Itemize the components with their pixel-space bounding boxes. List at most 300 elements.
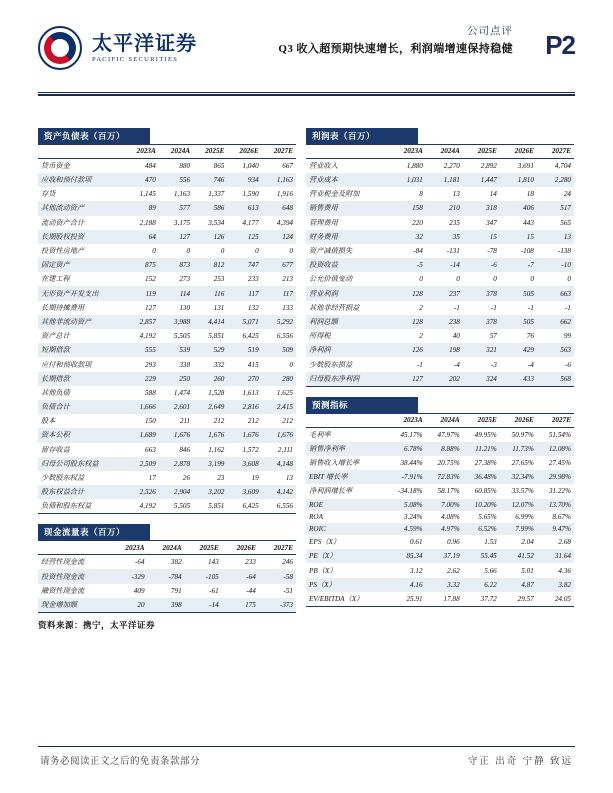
cell-value: 4,192 bbox=[139, 332, 156, 341]
cell-value: 2.62 bbox=[447, 566, 460, 575]
cell-value: 5.66 bbox=[484, 566, 497, 575]
cell-value: 31.22% bbox=[548, 487, 571, 496]
cell-value: 1,666 bbox=[125, 400, 159, 414]
cell-value: 5,292 bbox=[262, 315, 296, 329]
column-header: 2025E bbox=[185, 541, 222, 554]
cell-value: 4,394 bbox=[276, 218, 293, 227]
cell-value: 2,892 bbox=[480, 161, 497, 170]
cell-value: 1,031 bbox=[389, 173, 426, 187]
row-label: 股东权益合计 bbox=[38, 485, 125, 499]
cell-value: 846 bbox=[179, 445, 191, 454]
cell-value: 6,425 bbox=[242, 332, 259, 341]
table-row bbox=[306, 578, 574, 592]
cell-value: 13.70% bbox=[537, 499, 574, 511]
cell-value: 0 bbox=[220, 247, 225, 255]
cell-value: 2,878 bbox=[159, 457, 193, 471]
table-row bbox=[38, 400, 296, 414]
cell-value: 9.47% bbox=[537, 523, 574, 535]
row-label: 营业利润 bbox=[306, 286, 389, 300]
row-label: 营业收入 bbox=[309, 161, 338, 170]
cell-value: 246 bbox=[282, 558, 293, 567]
cell-value: 577 bbox=[159, 201, 193, 215]
cell-value: 406 bbox=[500, 201, 537, 215]
cell-value: -329 bbox=[110, 569, 147, 583]
row-label: 资产总计 bbox=[41, 332, 70, 341]
balance-sheet-table bbox=[38, 145, 296, 514]
table-row bbox=[38, 158, 296, 173]
cell-value: 17 bbox=[148, 474, 156, 482]
cell-value: 2,509 bbox=[125, 457, 159, 471]
cell-value: 1,474 bbox=[173, 388, 191, 397]
cell-value: 23 bbox=[217, 474, 225, 482]
cell-value: 378 bbox=[463, 315, 500, 329]
table-row bbox=[38, 598, 296, 613]
cell-value: 119 bbox=[125, 286, 159, 300]
cell-value: 318 bbox=[463, 201, 500, 215]
cell-value: 484 bbox=[145, 161, 156, 170]
cell-value: 3,609 bbox=[227, 485, 261, 499]
row-label: 货币资金 bbox=[41, 161, 70, 170]
table-row bbox=[38, 555, 296, 570]
cell-value: 1,572 bbox=[242, 445, 259, 454]
cell-value: 29.98% bbox=[537, 470, 574, 484]
table-row bbox=[38, 301, 296, 315]
cell-value: 873 bbox=[159, 258, 193, 272]
row-label: 营业成本 bbox=[306, 173, 389, 187]
pacific-securities-logo-icon bbox=[38, 26, 84, 72]
table-row bbox=[38, 201, 296, 215]
cell-value: 37.19 bbox=[426, 549, 463, 563]
cell-value: 7.00% bbox=[426, 499, 463, 511]
cell-value: 2,415 bbox=[262, 400, 296, 414]
table-row bbox=[306, 201, 574, 215]
cell-value: 4.97% bbox=[426, 523, 463, 535]
cell-value: 3,988 bbox=[159, 315, 193, 329]
row-label: 毛利率 bbox=[309, 430, 331, 439]
cell-value: 235 bbox=[449, 218, 460, 227]
cell-value: 25.91 bbox=[385, 592, 425, 607]
cell-value: 443 bbox=[523, 218, 534, 227]
cell-value: 6.22 bbox=[463, 578, 500, 592]
cell-value: 20.75% bbox=[437, 459, 460, 468]
cell-value: 5.65% bbox=[478, 512, 497, 521]
table-row bbox=[38, 443, 296, 457]
cell-value: 8.88% bbox=[426, 442, 463, 456]
row-label: 财务费用 bbox=[306, 230, 389, 244]
cell-value: 29.57 bbox=[500, 592, 537, 607]
cell-value: 1,163 bbox=[262, 173, 296, 187]
cell-value: 5,505 bbox=[173, 332, 191, 341]
cell-value: -14 bbox=[426, 258, 463, 272]
row-label: 归母公司股东权益 bbox=[38, 457, 125, 471]
row-label: 投资性房地产 bbox=[41, 247, 85, 255]
cell-value: 210 bbox=[426, 201, 463, 215]
cell-value: 1,676 bbox=[227, 428, 261, 442]
row-label: 现金增加额 bbox=[38, 598, 110, 613]
cell-value: 0 bbox=[255, 247, 259, 255]
row-label: PS（X） bbox=[306, 578, 385, 592]
cell-value: -51 bbox=[283, 586, 293, 595]
table-row bbox=[38, 414, 296, 428]
cell-value: 175 bbox=[222, 598, 259, 613]
table-row bbox=[38, 329, 296, 343]
cell-value: 253 bbox=[213, 275, 225, 284]
column-header: 2026E bbox=[222, 541, 259, 554]
row-label: ROIC bbox=[306, 523, 385, 535]
cell-value: 6.52% bbox=[463, 523, 500, 535]
table-row bbox=[306, 173, 574, 187]
cell-value: 556 bbox=[159, 173, 193, 187]
row-label: 投资性现金流 bbox=[38, 569, 110, 583]
forecast-table bbox=[306, 414, 574, 607]
column-header: 2023A bbox=[389, 145, 426, 158]
cell-value: 677 bbox=[262, 258, 296, 272]
column-header: 2023A bbox=[385, 414, 425, 427]
row-label: EPS（X） bbox=[309, 538, 341, 547]
cell-value: 270 bbox=[227, 372, 261, 386]
cell-value: 213 bbox=[282, 275, 293, 284]
table-row bbox=[306, 158, 574, 173]
cell-value: -64 bbox=[134, 558, 145, 567]
cell-value: 505 bbox=[500, 286, 537, 300]
cell-value: 60.85% bbox=[474, 487, 497, 496]
cell-value: 1,916 bbox=[276, 190, 293, 199]
cell-value: 238 bbox=[426, 315, 463, 329]
cell-value: 0 bbox=[530, 275, 534, 284]
cell-value: 99 bbox=[563, 332, 571, 341]
cell-value: 1,676 bbox=[262, 428, 296, 442]
cell-value: -4 bbox=[527, 360, 534, 369]
cell-value: 3,202 bbox=[193, 485, 227, 499]
cell-value: 6.78% bbox=[385, 442, 425, 456]
row-label: 管理费用 bbox=[309, 218, 338, 227]
cell-value: 1,625 bbox=[276, 388, 293, 397]
company-logo bbox=[38, 26, 197, 72]
cell-value: 14 bbox=[489, 190, 497, 199]
cell-value: 746 bbox=[193, 173, 227, 187]
cell-value: 85.34 bbox=[385, 549, 425, 563]
table-row bbox=[38, 187, 296, 201]
cell-value: 24.05 bbox=[537, 592, 574, 607]
cell-value: -6 bbox=[463, 258, 500, 272]
cell-value: 565 bbox=[560, 218, 571, 227]
cell-value: 280 bbox=[262, 372, 296, 386]
cell-value: 133 bbox=[282, 303, 293, 312]
report-title: Q3 收入超预期快速增长，利润端增速保持稳健 bbox=[278, 43, 513, 55]
cell-value: 37.72 bbox=[463, 592, 500, 607]
cell-value: 49.95% bbox=[474, 430, 497, 439]
table-header-row bbox=[306, 414, 574, 427]
row-label: 存货 bbox=[41, 190, 56, 199]
income-statement-title-row bbox=[306, 128, 574, 145]
cell-value: 7.99% bbox=[500, 523, 537, 535]
table-row bbox=[38, 258, 296, 272]
row-label: 在建工程 bbox=[41, 275, 70, 284]
row-label: 负债合计 bbox=[38, 400, 125, 414]
cell-value: 2,816 bbox=[227, 400, 261, 414]
table-row bbox=[306, 456, 574, 470]
table-row bbox=[38, 569, 296, 583]
cell-value: 58.17% bbox=[437, 487, 460, 496]
row-label: 长期待摊费用 bbox=[41, 303, 85, 312]
cell-value: 50.97% bbox=[511, 430, 534, 439]
cell-value: 18 bbox=[526, 190, 534, 199]
cell-value: 5,851 bbox=[193, 499, 227, 514]
cell-value: 17.88 bbox=[426, 592, 463, 607]
cell-value: 38.44% bbox=[400, 459, 423, 468]
cell-value: 4,192 bbox=[125, 499, 159, 514]
cell-value: -1 bbox=[490, 303, 497, 312]
row-label: 应付和预收款项 bbox=[41, 360, 92, 369]
column-header: 2026E bbox=[500, 414, 537, 427]
column-header: 2027E bbox=[259, 541, 296, 554]
cell-value: 158 bbox=[389, 201, 426, 215]
cell-value: 875 bbox=[125, 258, 159, 272]
cell-value: 539 bbox=[159, 343, 193, 357]
row-label: 流动资产合计 bbox=[41, 218, 85, 227]
cell-value: 0.96 bbox=[447, 538, 460, 547]
cell-value: 791 bbox=[170, 586, 182, 595]
cell-value: 3.32 bbox=[426, 578, 463, 592]
cell-value: 880 bbox=[179, 161, 191, 170]
cell-value: 273 bbox=[179, 275, 191, 284]
cell-value: 568 bbox=[537, 372, 574, 387]
cell-value: 2,188 bbox=[139, 218, 156, 227]
cell-value: 3.24% bbox=[404, 512, 423, 521]
cell-value: 519 bbox=[227, 343, 261, 357]
cell-value: 1,163 bbox=[173, 190, 191, 199]
cell-value: -10 bbox=[537, 258, 574, 272]
cell-value: 152 bbox=[145, 275, 156, 284]
cell-value: 130 bbox=[179, 303, 191, 312]
cell-value: 1,676 bbox=[159, 428, 193, 442]
cell-value: 27.38% bbox=[474, 459, 497, 468]
cell-value: 1,676 bbox=[193, 428, 227, 442]
cell-value: 1,590 bbox=[242, 190, 259, 199]
row-label: 应收和预付款项 bbox=[38, 173, 125, 187]
header-divider-thick bbox=[38, 94, 575, 96]
cell-value: 563 bbox=[537, 343, 574, 357]
table-header-row bbox=[38, 541, 296, 554]
cell-value: -44 bbox=[246, 586, 256, 595]
table-row bbox=[306, 315, 574, 329]
cell-value: 505 bbox=[500, 315, 537, 329]
cell-value: 409 bbox=[133, 586, 145, 595]
cell-value: 24 bbox=[563, 190, 571, 199]
table-row bbox=[306, 470, 574, 484]
cell-value: 3.82 bbox=[537, 578, 574, 592]
cell-value: 117 bbox=[262, 286, 296, 300]
cell-value: -373 bbox=[259, 598, 296, 613]
cell-value: 378 bbox=[463, 286, 500, 300]
cell-value: 3,534 bbox=[208, 218, 225, 227]
cell-value: -58 bbox=[259, 569, 296, 583]
cell-value: -78 bbox=[487, 247, 497, 255]
table-row bbox=[306, 372, 574, 387]
cell-value: -105 bbox=[185, 569, 222, 583]
logo-name-en: PACIFIC SECURITIES bbox=[92, 56, 179, 63]
cell-value: 8.67% bbox=[552, 512, 571, 521]
row-label: 销售费用 bbox=[306, 201, 389, 215]
cell-value: 4.08% bbox=[441, 512, 460, 521]
table-row bbox=[38, 372, 296, 386]
table-row bbox=[38, 428, 296, 442]
cell-value: 648 bbox=[262, 201, 296, 215]
row-label: 资产减值损失 bbox=[309, 247, 353, 255]
table-row bbox=[306, 535, 574, 549]
cell-value: 19 bbox=[251, 474, 259, 482]
column-header: 2026E bbox=[500, 145, 537, 158]
cell-value: 202 bbox=[426, 372, 463, 387]
table-row bbox=[306, 343, 574, 357]
cell-value: 4.87 bbox=[500, 578, 537, 592]
row-label: 投资收益 bbox=[306, 258, 389, 272]
left-column bbox=[38, 128, 296, 631]
cell-value: 338 bbox=[179, 360, 191, 369]
cell-value: 865 bbox=[213, 161, 225, 170]
row-label: ROA bbox=[309, 512, 323, 521]
cell-value: 1,689 bbox=[125, 428, 159, 442]
cell-value: 0 bbox=[567, 275, 571, 284]
cell-value: 5.01 bbox=[521, 566, 534, 575]
cell-value: 229 bbox=[125, 372, 159, 386]
cell-value: 40 bbox=[452, 332, 460, 341]
table-row bbox=[38, 386, 296, 400]
column-header bbox=[306, 145, 389, 158]
cell-value: 57 bbox=[489, 332, 497, 341]
cell-value: 517 bbox=[537, 201, 574, 215]
cell-value: 127 bbox=[159, 230, 193, 244]
cell-value: 321 bbox=[463, 343, 500, 357]
row-label: 融资性现金流 bbox=[41, 586, 85, 595]
cell-value: 0 bbox=[289, 360, 293, 369]
cell-value: 332 bbox=[213, 360, 225, 369]
report-category: 公司点评 bbox=[467, 26, 513, 37]
cell-value: -64 bbox=[222, 569, 259, 583]
cell-value: 89 bbox=[125, 201, 159, 215]
cell-value: 150 bbox=[145, 417, 156, 426]
table-row bbox=[306, 484, 574, 498]
row-label: 其他流动资产 bbox=[38, 201, 125, 215]
table-row bbox=[306, 511, 574, 523]
table-row bbox=[306, 187, 574, 201]
cell-value: -1 bbox=[416, 360, 423, 369]
cell-value: -14 bbox=[185, 598, 222, 613]
row-label: 固定资产 bbox=[38, 258, 125, 272]
forecast-title-row bbox=[306, 397, 574, 414]
column-header: 2025E bbox=[463, 145, 500, 158]
cell-value: 0 bbox=[152, 247, 156, 255]
cell-value: 1,145 bbox=[139, 190, 156, 199]
table-row bbox=[306, 216, 574, 230]
table-row bbox=[306, 427, 574, 442]
row-label: 销售收入增长率 bbox=[309, 459, 360, 468]
cell-value: 233 bbox=[245, 558, 256, 567]
cell-value: 35 bbox=[426, 230, 463, 244]
row-label: 股本 bbox=[41, 417, 56, 426]
cell-value: -6 bbox=[565, 360, 571, 369]
cell-value: -131 bbox=[446, 247, 460, 255]
column-header: 2027E bbox=[537, 145, 574, 158]
cell-value: 5,071 bbox=[227, 315, 261, 329]
cell-value: 2,649 bbox=[193, 400, 227, 414]
cell-value: 2,270 bbox=[443, 161, 460, 170]
table-row bbox=[306, 592, 574, 607]
cell-value: 6,425 bbox=[227, 499, 261, 514]
row-label: EV/EBITDA（X） bbox=[306, 592, 385, 607]
cell-value: 3,691 bbox=[517, 161, 534, 170]
column-header: 2023A bbox=[125, 145, 159, 158]
cell-value: 3,175 bbox=[173, 218, 191, 227]
cell-value: -4 bbox=[453, 360, 460, 369]
cell-value: 4,142 bbox=[262, 485, 296, 499]
cell-value: 4.59% bbox=[385, 523, 425, 535]
table-row bbox=[306, 357, 574, 371]
column-header: 2024A bbox=[159, 145, 193, 158]
cell-value: 1,337 bbox=[208, 190, 225, 199]
cell-value: 1,528 bbox=[208, 388, 225, 397]
cell-value: 211 bbox=[179, 417, 191, 426]
row-label: 资本公积 bbox=[38, 428, 125, 442]
table-row bbox=[306, 244, 574, 258]
row-label: 净利润增长率 bbox=[309, 487, 353, 496]
row-label: 其他非经营损益 bbox=[309, 303, 360, 312]
table-row bbox=[306, 301, 574, 315]
cell-value: 45.17% bbox=[400, 430, 423, 439]
cell-value: 125 bbox=[227, 230, 261, 244]
table-row bbox=[306, 563, 574, 577]
cell-value: -1 bbox=[527, 303, 534, 312]
cell-value: 33.57% bbox=[511, 487, 534, 496]
table-row bbox=[38, 244, 296, 258]
cell-value: 663 bbox=[145, 445, 156, 454]
cell-value: 76 bbox=[526, 332, 534, 341]
cell-value: 233 bbox=[247, 275, 259, 284]
cell-value: 11.21% bbox=[463, 442, 500, 456]
cell-value: 586 bbox=[193, 201, 227, 215]
cell-value: 250 bbox=[159, 372, 193, 386]
cell-value: 398 bbox=[148, 598, 185, 613]
cell-value: 41.52 bbox=[500, 549, 537, 563]
cell-value: 116 bbox=[193, 286, 227, 300]
column-header: 2024A bbox=[148, 541, 185, 554]
right-column bbox=[306, 128, 574, 607]
cell-value: 64 bbox=[125, 230, 159, 244]
cell-value: 55.45 bbox=[463, 549, 500, 563]
column-header: 2023A bbox=[110, 541, 147, 554]
footer-slogan: 守正 出奇 宁静 致远 bbox=[467, 757, 573, 767]
cell-value: 1,810 bbox=[500, 173, 537, 187]
column-header: 2026E bbox=[227, 145, 261, 158]
column-header bbox=[38, 145, 125, 158]
table-row bbox=[306, 286, 574, 300]
header-right bbox=[215, 24, 575, 58]
cell-value: 3.12 bbox=[410, 566, 423, 575]
cell-value: 220 bbox=[412, 218, 423, 227]
cell-value: 32 bbox=[389, 230, 426, 244]
row-label: 长期借款 bbox=[38, 372, 125, 386]
cell-value: 1,162 bbox=[208, 445, 225, 454]
row-label: 无形资产开发支出 bbox=[38, 286, 125, 300]
cell-value: 2.68 bbox=[558, 538, 571, 547]
income-statement-table bbox=[306, 145, 574, 387]
cell-value: 126 bbox=[389, 343, 426, 357]
cell-value: -61 bbox=[209, 586, 219, 595]
cell-value: 0 bbox=[456, 275, 460, 284]
table-row bbox=[38, 457, 296, 471]
row-label: 少数股东损益 bbox=[309, 360, 353, 369]
row-label: 其他非流动资产 bbox=[38, 315, 125, 329]
